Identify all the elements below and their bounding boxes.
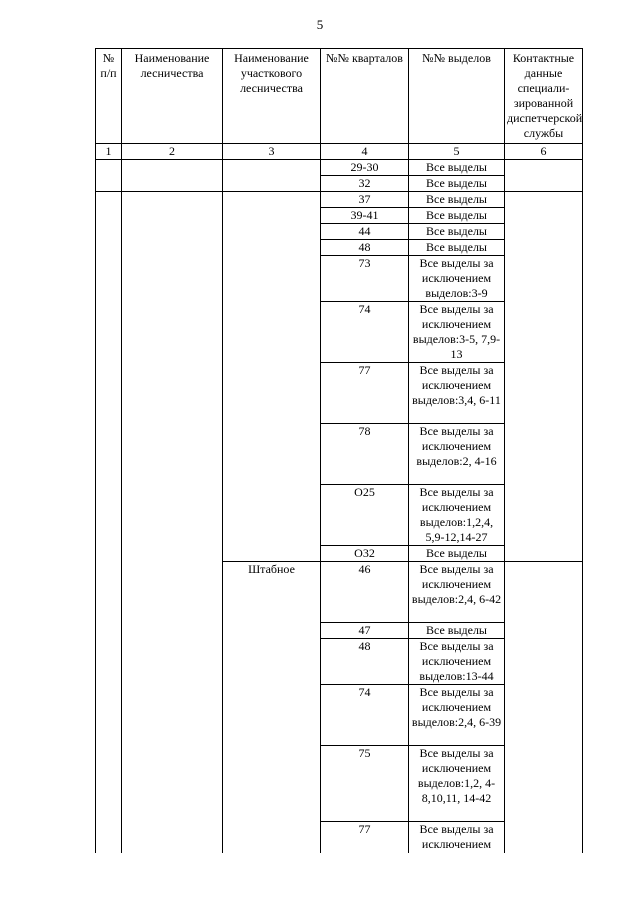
cell-allotment: Все выделы за исключением выделов:13-44 (409, 639, 505, 685)
cell-forestry-empty (122, 192, 223, 853)
header-quarters: №№ кварталов (321, 49, 409, 144)
cell-allotment: Все выделы за исключением выделов:2,4, 6-39 (409, 685, 505, 746)
cell-quarter: 37 (321, 192, 409, 208)
table-row (96, 192, 583, 208)
cell-forestry-empty (122, 160, 223, 192)
cell-quarter: 29-30 (321, 160, 409, 176)
cell-num-empty (96, 160, 122, 192)
page-number: 5 (316, 17, 324, 32)
cell-allotment: Все выделы за исключением выделов:3-5, 7,9-13 (409, 302, 505, 363)
cell-contact-empty (505, 192, 583, 562)
cell-quarter: 44 (321, 224, 409, 240)
cell-quarter: О32 (321, 546, 409, 562)
cell-allotment: Все выделы за исключением выделов:3-9 (409, 256, 505, 302)
col-number: 5 (409, 144, 505, 160)
header-num: № п/п (96, 49, 122, 144)
cell-quarter: О25 (321, 485, 409, 546)
cell-allotment: Все выделы за исключением выделов:1,2, 4-8,10,11, 14-42 (409, 746, 505, 822)
cell-quarter: 48 (321, 639, 409, 685)
cell-contact-empty (505, 160, 583, 192)
cell-allotment: Все выделы (409, 160, 505, 176)
col-number: 3 (223, 144, 321, 160)
cell-district-empty (223, 192, 321, 562)
header-contacts: Контактные данные специали-зированной диспетчерской службы (505, 49, 583, 144)
cell-quarter: 73 (321, 256, 409, 302)
cell-allotment: Все выделы за исключением выделов:2,4, 6-42 (409, 562, 505, 623)
cell-quarter: 46 (321, 562, 409, 623)
cell-num-empty (96, 192, 122, 853)
header-allotments: №№ выделов (409, 49, 505, 144)
cell-district-shtabnoe: Штабное (223, 562, 321, 853)
cell-quarter: 47 (321, 623, 409, 639)
table-row (96, 160, 583, 176)
cell-quarter: 77 (321, 363, 409, 424)
col-number: 2 (122, 144, 223, 160)
column-number-row (96, 144, 583, 160)
cell-allotment: Все выделы (409, 224, 505, 240)
cell-quarter: 77 (321, 822, 409, 853)
cell-quarter: 39-41 (321, 208, 409, 224)
cell-contact-empty (505, 562, 583, 853)
cell-allotment: Все выделы за исключением (409, 822, 505, 853)
header-row (96, 49, 583, 144)
header-district-forestry: Наименование участкового лесничества (223, 49, 321, 144)
cell-allotment: Все выделы за исключением выделов:3,4, 6-11 (409, 363, 505, 424)
cell-quarter: 78 (321, 424, 409, 485)
col-number: 4 (321, 144, 409, 160)
cell-quarter: 75 (321, 746, 409, 822)
cell-allotment: Все выделы за исключением выделов:1,2,4, 5,9-12,14-27 (409, 485, 505, 546)
header-forestry: Наименование лесничества (122, 49, 223, 144)
cell-allotment: Все выделы за исключением выделов:2, 4-16 (409, 424, 505, 485)
cell-quarter: 74 (321, 685, 409, 746)
cell-allotment: Все выделы (409, 623, 505, 639)
cell-allotment: Все выделы (409, 240, 505, 256)
cell-quarter: 74 (321, 302, 409, 363)
forest-district-table (95, 48, 583, 853)
cell-district-empty (223, 160, 321, 192)
cell-quarter: 32 (321, 176, 409, 192)
col-number: 1 (96, 144, 122, 160)
col-number: 6 (505, 144, 583, 160)
cell-allotment: Все выделы (409, 192, 505, 208)
cell-allotment: Все выделы (409, 176, 505, 192)
cell-quarter: 48 (321, 240, 409, 256)
cell-allotment: Все выделы (409, 546, 505, 562)
cell-allotment: Все выделы (409, 208, 505, 224)
